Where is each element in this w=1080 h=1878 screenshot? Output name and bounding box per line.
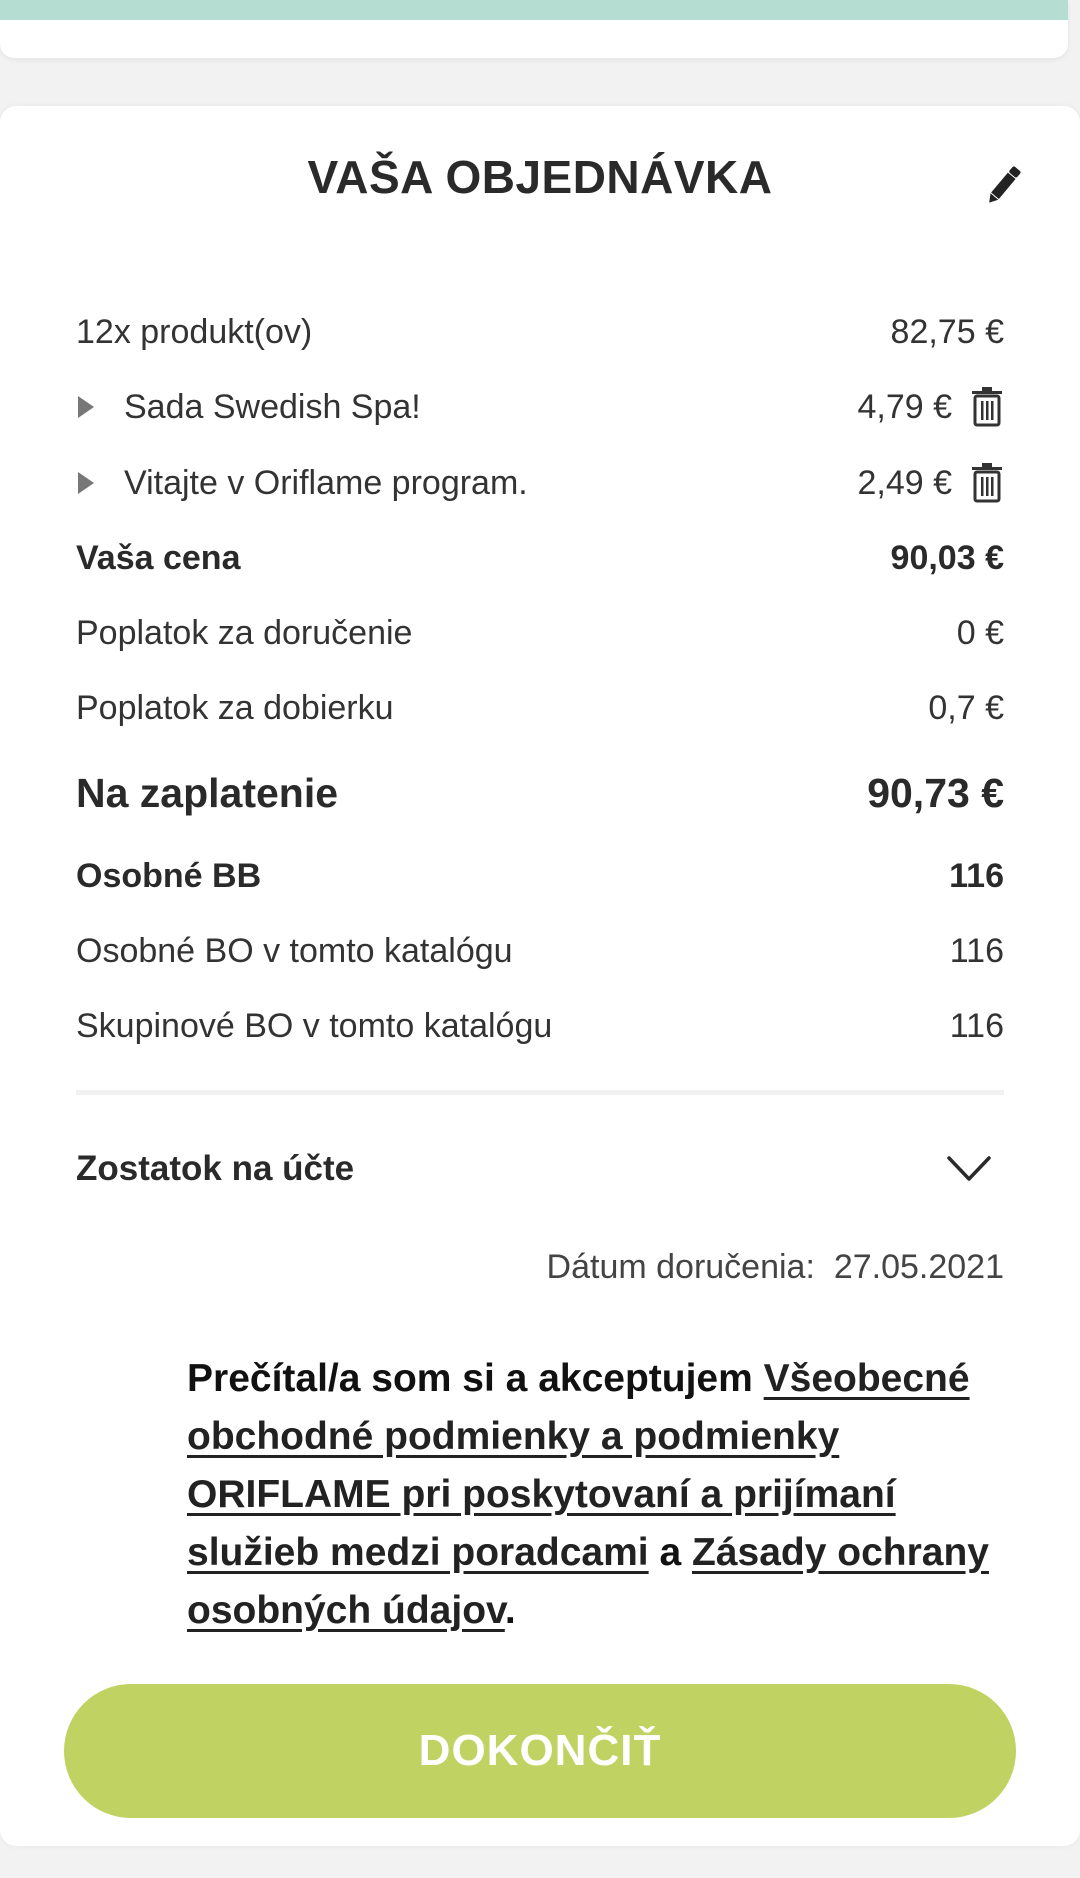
cod-fee-value: 0,7 € <box>928 688 1004 727</box>
trash-icon[interactable] <box>970 463 1004 503</box>
personal-bo-row <box>76 921 1004 981</box>
divider <box>76 1090 1004 1095</box>
group-bo-value: 116 <box>949 1006 1004 1045</box>
pencil-icon[interactable] <box>986 162 1022 208</box>
chevron-down-icon <box>946 1154 992 1184</box>
item-row <box>76 453 1004 513</box>
personal-bo-value: 116 <box>949 931 1004 970</box>
expand-arrow-icon[interactable] <box>78 396 94 418</box>
terms-prefix: Prečítal/a som si a akceptujem <box>187 1357 764 1400</box>
to-pay-label: Na zaplatenie <box>76 769 339 816</box>
personal-bb-value: 116 <box>949 856 1004 895</box>
delivery-fee-row <box>76 603 1004 663</box>
to-pay-row <box>76 763 1004 823</box>
your-price-row <box>76 528 1004 588</box>
terms-middle: a <box>648 1531 692 1574</box>
cod-fee-row <box>76 678 1004 738</box>
previous-card <box>0 0 1068 58</box>
products-row <box>76 302 1004 362</box>
terms-text <box>187 1350 1017 1640</box>
your-price-value: 90,03 € <box>890 538 1004 577</box>
item-row <box>76 377 1004 437</box>
delivery-fee-value: 0 € <box>956 613 1004 652</box>
to-pay-value: 90,73 € <box>867 769 1004 816</box>
terms-link-privacy[interactable]: Zásady ochrany osobných údajov <box>187 1531 989 1632</box>
page-title: VAŠA OBJEDNÁVKA <box>307 151 773 203</box>
personal-bb-label: Osobné BB <box>76 856 262 895</box>
top-banner-strip <box>0 0 1068 20</box>
item-label: Sada Swedish Spa! <box>124 387 421 426</box>
item-value: 4,79 € <box>857 387 952 426</box>
account-balance-label: Zostatok na účte <box>76 1149 355 1188</box>
personal-bb-row <box>76 846 1004 906</box>
account-balance-toggle[interactable] <box>76 1138 1004 1200</box>
finish-button[interactable]: DOKONČIŤ <box>64 1684 1016 1818</box>
delivery-date-value: 27.05.2021 <box>833 1248 1004 1286</box>
cod-fee-label: Poplatok za dobierku <box>76 688 394 727</box>
group-bo-row <box>76 996 1004 1056</box>
terms-link-conditions[interactable]: Všeobecné obchodné podmienky a podmienky ORIFLAME pri poskytovaní a prijímaní služieb medzi poradcami <box>187 1357 970 1574</box>
products-value: 82,75 € <box>890 312 1004 351</box>
item-value: 2,49 € <box>857 463 952 502</box>
your-price-label: Vaša cena <box>76 538 241 577</box>
trash-icon[interactable] <box>970 387 1004 427</box>
products-label: 12x produkt(ov) <box>76 312 313 351</box>
expand-arrow-icon[interactable] <box>78 472 94 494</box>
terms-suffix: . <box>504 1589 516 1632</box>
delivery-date <box>76 1248 1004 1287</box>
delivery-fee-label: Poplatok za doručenie <box>76 613 413 652</box>
personal-bo-label: Osobné BO v tomto katalógu <box>76 931 513 970</box>
item-label: Vitajte v Oriflame program. <box>124 463 528 502</box>
group-bo-label: Skupinové BO v tomto katalógu <box>76 1006 553 1045</box>
delivery-date-label: Dátum doručenia: <box>546 1248 815 1286</box>
